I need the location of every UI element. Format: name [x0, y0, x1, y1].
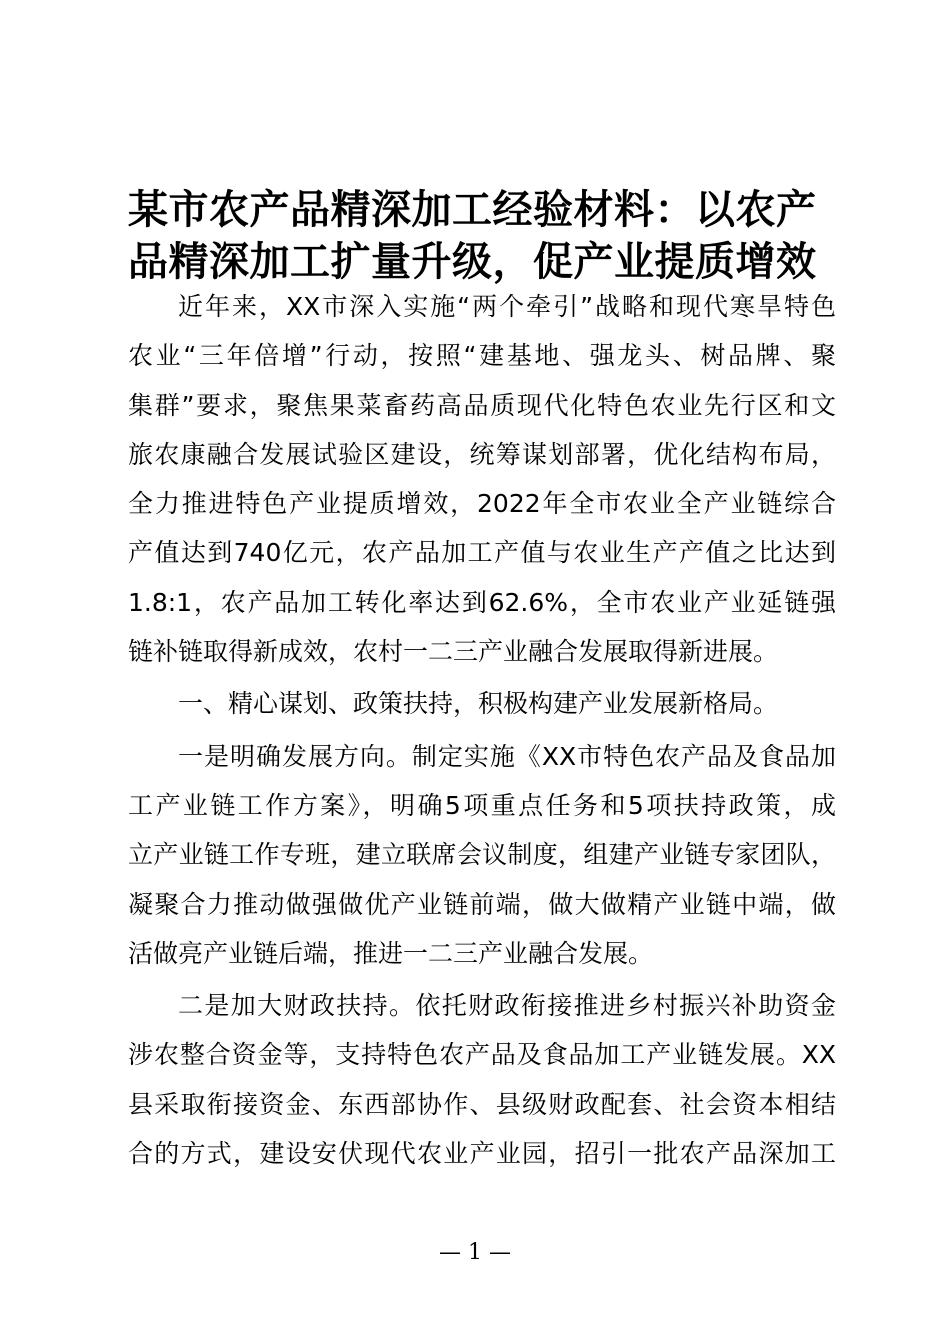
paragraph-line: 立产业链工作专班，建立联席会议制度，组建产业链专家团队， [128, 840, 836, 870]
section-heading: 一、精心谋划、政策扶持，积极构建产业发展新格局。 [178, 689, 779, 719]
paragraph-line: 链补链取得新成效，农村一二三产业融合发展取得新进展。 [128, 637, 779, 667]
paragraph-line: 工产业链工作方案》，明确5项重点任务和5项扶持政策，成 [128, 790, 836, 820]
paragraph-line: 近年来，XX市深入实施“两个牵引”战略和现代寒旱特色 [178, 292, 836, 321]
title-line: 品精深加工扩量升级，促产业提质增效 [128, 238, 817, 285]
paragraph-line: 合的方式，建设安伏现代农业产业园，招引一批农产品深加工 [128, 1139, 836, 1169]
paragraph-line: 集群”要求，聚焦果菜畜药高品质现代化特色农业先行区和文 [128, 390, 836, 420]
paragraph-line: 农业“三年倍增”行动，按照“建基地、强龙头、树品牌、聚 [128, 341, 836, 371]
title-line: 某市农产品精深加工经验材料：以农产 [128, 186, 817, 233]
paragraph-line: 产值达到740亿元，农产品加工产值与农业生产产值之比达到 [128, 538, 836, 568]
page-number: — 1 — [439, 1240, 511, 1265]
paragraph-line: 1.8:1，农产品加工转化率达到62.6%，全市农业产业延链强 [128, 587, 836, 617]
paragraph-line: 活做亮产业链后端，推进一二三产业融合发展。 [128, 938, 654, 968]
paragraph-line: 涉农整合资金等，支持特色农产品及食品加工产业链发展。XX [128, 1040, 836, 1070]
paragraph-line: 全力推进特色产业提质增效，2022年全市农业全产业链综合 [128, 489, 836, 519]
paragraph-line: 县采取衔接资金、东西部协作、县级财政配套、社会资本相结 [128, 1089, 836, 1119]
document-body [128, 282, 836, 1178]
paragraph-line: 二是加大财政扶持。依托财政衔接推进乡村振兴补助资金 [178, 991, 836, 1021]
paragraph-line: 凝聚合力推动做强做优产业链前端，做大做精产业链中端，做 [128, 889, 836, 919]
paragraph-line: 旅农康融合发展试验区建设，统筹谋划部署，优化结构布局， [128, 439, 836, 469]
document-title [128, 184, 836, 288]
paragraph-line: 一是明确发展方向。制定实施《XX市特色农产品及食品加 [178, 741, 836, 771]
